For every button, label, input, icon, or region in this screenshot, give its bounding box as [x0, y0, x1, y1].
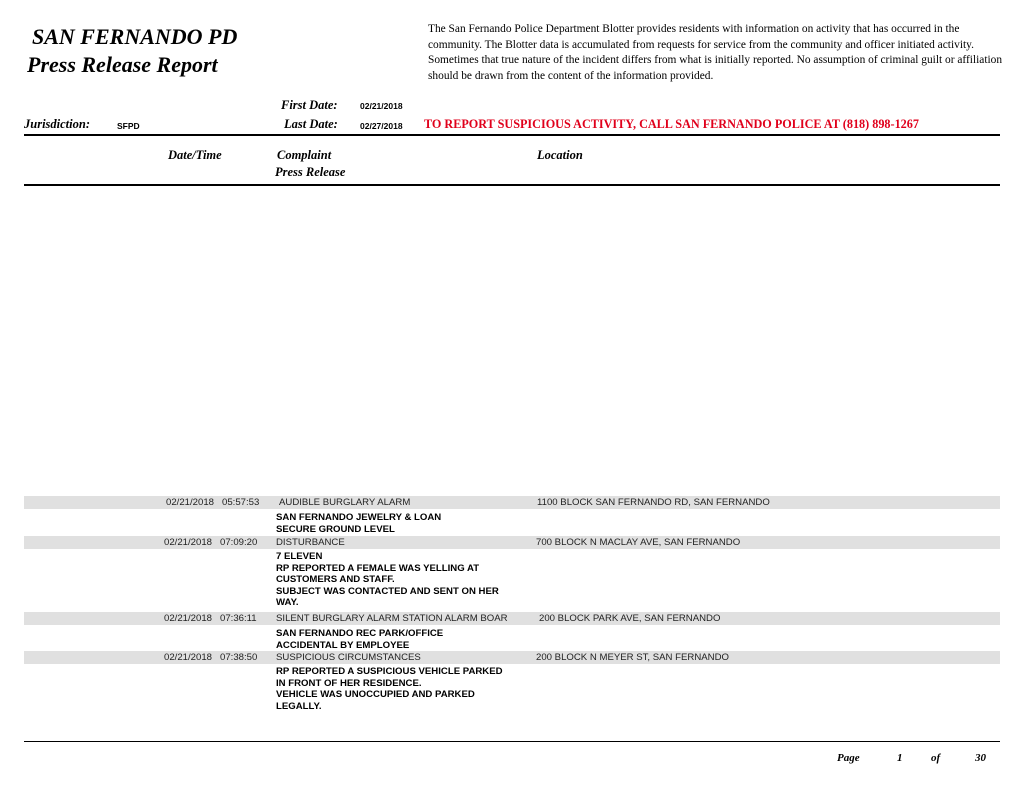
row-complaint: AUDIBLE BURGLARY ALARM [279, 497, 411, 508]
row-location: 1100 BLOCK SAN FERNANDO RD, SAN FERNANDO [537, 497, 770, 508]
row-press-release: RP REPORTED A SUSPICIOUS VEHICLE PARKED IN FRONT OF HER RESIDENCE. VEHICLE WAS UNOCCUPIED AND PARKED LEGALLY. [276, 666, 503, 712]
header-rule [24, 134, 1000, 136]
of-label: of [931, 752, 941, 764]
row-complaint: SILENT BURGLARY ALARM STATION ALARM BOAR [276, 613, 508, 624]
row-complaint: DISTURBANCE [276, 537, 345, 548]
total-pages: 30 [975, 752, 986, 764]
row-time: 05:57:53 [222, 497, 260, 508]
row-complaint: SUSPICIOUS CIRCUMSTANCES [276, 652, 421, 663]
jurisdiction-value: SFPD [117, 121, 140, 131]
row-time: 07:38:50 [220, 652, 258, 663]
row-date: 02/21/2018 [166, 497, 215, 508]
jurisdiction-label: Jurisdiction: [24, 117, 90, 131]
row-date: 02/21/2018 [164, 537, 213, 548]
report-title: Press Release Report [27, 52, 218, 77]
column-header-press-release: Press Release [275, 165, 346, 179]
row-date: 02/21/2018 [164, 652, 213, 663]
page-label: Page [837, 752, 860, 764]
row-location: 200 BLOCK N MEYER ST, SAN FERNANDO [536, 652, 729, 663]
row-press-release: SAN FERNANDO REC PARK/OFFICE ACCIDENTAL BY EMPLOYEE [276, 628, 444, 651]
row-time: 07:09:20 [220, 537, 258, 548]
last-date-value: 02/27/2018 [360, 121, 403, 131]
row-location: 700 BLOCK N MACLAY AVE, SAN FERNANDO [536, 537, 741, 548]
row-time: 07:36:11 [220, 613, 257, 624]
column-header-rule [24, 184, 1000, 186]
row-press-release: 7 ELEVEN RP REPORTED A FEMALE WAS YELLING AT CUSTOMERS AND STAFF. SUBJECT WAS CONTACTED AND SENT ON HER WAY. [276, 551, 499, 609]
report-alert: TO REPORT SUSPICIOUS ACTIVITY, CALL SAN FERNANDO POLICE AT (818) 898-1267 [424, 117, 919, 131]
page-number: 1 [897, 752, 903, 764]
footer-rule [24, 741, 1000, 742]
row-press-release: SAN FERNANDO JEWELRY & LOAN SECURE GROUND LEVEL [276, 512, 442, 535]
column-header-datetime: Date/Time [168, 148, 222, 162]
first-date-value: 02/21/2018 [360, 101, 403, 111]
column-header-complaint: Complaint [277, 148, 332, 162]
agency-name: SAN FERNANDO PD [32, 24, 238, 49]
last-date-label: Last Date: [284, 117, 338, 131]
column-header-location: Location [537, 148, 583, 162]
first-date-label: First Date: [281, 98, 338, 112]
disclaimer-text: The San Fernando Police Department Blotter provides residents with information on activity that has occurred in the community. The Blotter data is accumulated from requests for service from the community and officer initiated activity. Sometimes that true nature of the incident differs from what is initially reported. No assumption of criminal guilt or affiliation should be drawn from the content of the information provided. [428, 23, 1003, 82]
row-location: 200 BLOCK PARK AVE, SAN FERNANDO [539, 613, 721, 624]
row-date: 02/21/2018 [164, 613, 213, 624]
